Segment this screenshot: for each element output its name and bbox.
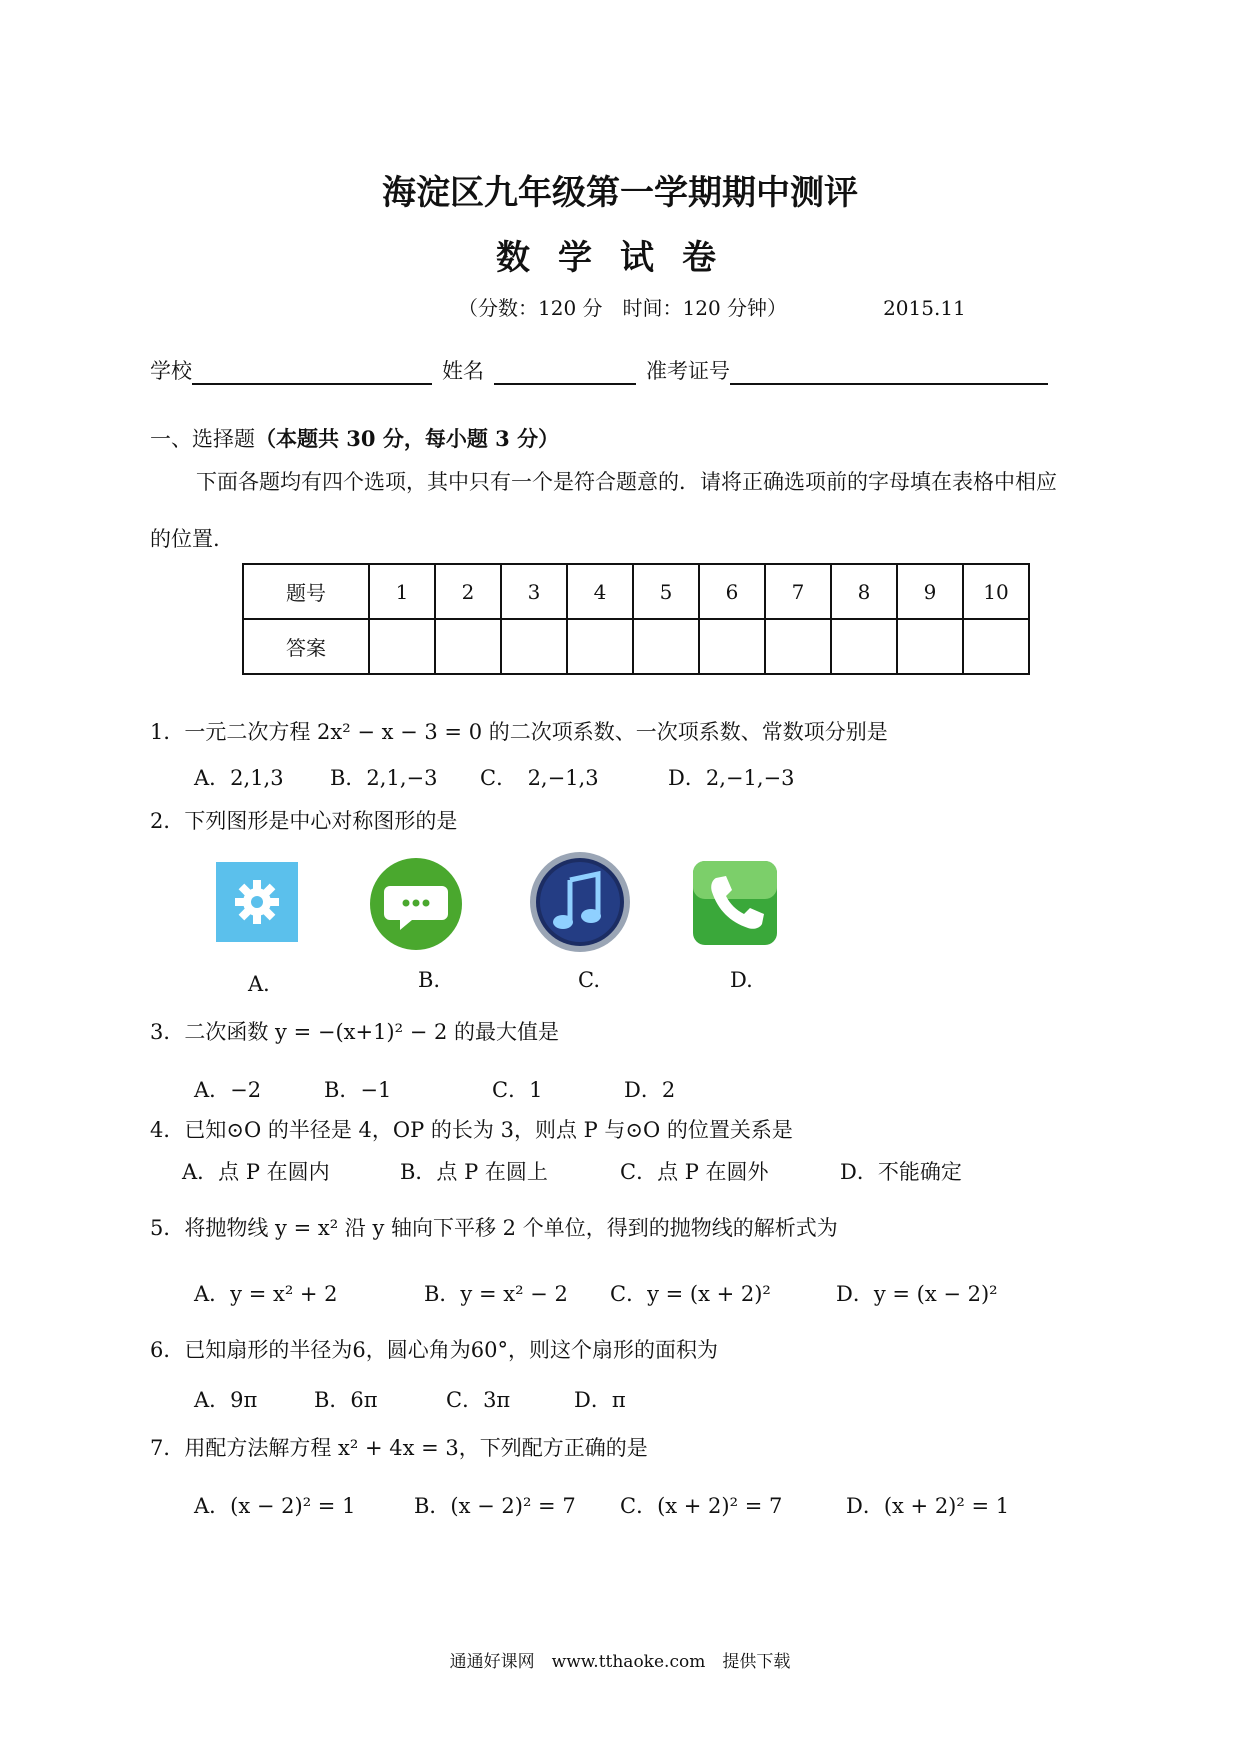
q7-option-a: A．(x − 2)² = 1 — [194, 1494, 356, 1518]
q2-option-d: D. — [730, 968, 753, 992]
student-info-fields — [150, 355, 1058, 385]
phone-icon — [692, 860, 778, 950]
q2-option-b: B. — [418, 968, 441, 992]
q7-option-d: D．(x + 2)² = 1 — [846, 1494, 1010, 1518]
q3-option-d: D．2 — [624, 1078, 676, 1102]
question-2-stem: 2．下列图形是中心对称图形的是 — [150, 809, 458, 833]
q1-option-d: D．2,−1,−3 — [668, 766, 795, 790]
q6-option-c: C．3π — [446, 1388, 511, 1412]
music-note-icon — [528, 850, 632, 958]
answer-cell[interactable] — [699, 619, 765, 674]
q7-option-c: C．(x + 2)² = 7 — [620, 1494, 783, 1518]
answer-cell[interactable] — [765, 619, 831, 674]
question-6-stem: 6．已知扇形的半径为6，圆心角为60°，则这个扇形的面积为 — [150, 1338, 718, 1362]
q5-option-d: D．y = (x − 2)² — [836, 1282, 998, 1306]
name-label: 姓名 — [442, 359, 484, 383]
exam-title: 海淀区九年级第一学期期中测评 — [382, 173, 858, 213]
section1-heading — [150, 423, 559, 453]
question-7-stem: 7．用配方法解方程 x² + 4x = 3，下列配方正确的是 — [150, 1436, 648, 1460]
question-number: 1 — [369, 564, 435, 619]
instruction-line1: 下面各题均有四个选项，其中只有一个是符合题意的．请将正确选项前的字母填在表格中相应 — [196, 470, 1057, 494]
q5-option-a: A．y = x² + 2 — [194, 1282, 338, 1306]
q3-option-b: B．−1 — [324, 1078, 392, 1102]
question-number: 5 — [633, 564, 699, 619]
question-1-stem: 1．一元二次方程 2x² − x − 3 = 0 的二次项系数、一次项系数、常数项分别是 — [150, 720, 888, 744]
q4-option-a: A．点 P 在圆内 — [182, 1160, 330, 1184]
q6-option-a: A．9π — [194, 1388, 258, 1412]
exam-id-field[interactable] — [730, 363, 1048, 385]
q5-option-c: C．y = (x + 2)² — [610, 1282, 771, 1306]
answer-cell[interactable] — [831, 619, 897, 674]
question-5-stem: 5．将抛物线 y = x² 沿 y 轴向下平移 2 个单位，得到的抛物线的解析式为 — [150, 1216, 838, 1240]
question-number: 7 — [765, 564, 831, 619]
question-number: 3 — [501, 564, 567, 619]
number-row-label: 题号 — [243, 564, 369, 619]
exam-meta — [458, 292, 966, 321]
question-number: 4 — [567, 564, 633, 619]
instruction-line2: 的位置. — [150, 527, 220, 551]
score-time-info: （分数：120 分 时间：120 分钟） — [458, 296, 788, 320]
answer-cell[interactable] — [501, 619, 567, 674]
answer-cell[interactable] — [633, 619, 699, 674]
name-field[interactable] — [494, 363, 636, 385]
q2-option-a: A． — [248, 972, 285, 996]
answer-cell[interactable] — [567, 619, 633, 674]
q7-option-b: B．(x − 2)² = 7 — [414, 1494, 576, 1518]
page-footer: 通通好课网 www.tthaoke.com 提供下载 — [449, 1652, 791, 1672]
q5-option-b: B．y = x² − 2 — [424, 1282, 568, 1306]
q6-option-b: B．6π — [314, 1388, 378, 1412]
question-3-stem: 3．二次函数 y = −(x+1)² − 2 的最大值是 — [150, 1020, 560, 1044]
exam-id-label: 准考证号 — [646, 359, 730, 383]
q1-option-c: C． 2,−1,3 — [480, 766, 599, 790]
school-label: 学校 — [150, 359, 192, 383]
q6-option-d: D．π — [574, 1388, 626, 1412]
q4-option-c: C．点 P 在圆外 — [620, 1160, 769, 1184]
answer-table — [242, 563, 1030, 675]
question-number: 8 — [831, 564, 897, 619]
q1-option-a: A．2,1,3 — [194, 766, 284, 790]
question-4-stem: 4．已知⊙O 的半径是 4，OP 的长为 3，则点 P 与⊙O 的位置关系是 — [150, 1118, 793, 1142]
exam-subtitle: 数学试卷 — [496, 238, 744, 278]
answer-table-number-row — [243, 564, 1029, 619]
section1-title: 一、选择题 — [150, 427, 255, 451]
q2-option-c: C. — [578, 968, 600, 992]
answer-cell[interactable] — [963, 619, 1029, 674]
chat-bubble-icon — [368, 856, 464, 956]
question-number: 10 — [963, 564, 1029, 619]
q4-option-d: D．不能确定 — [840, 1160, 962, 1184]
answer-row-label: 答案 — [243, 619, 369, 674]
question-number: 9 — [897, 564, 963, 619]
answer-cell[interactable] — [435, 619, 501, 674]
q3-option-a: A．−2 — [194, 1078, 262, 1102]
q3-option-c: C．1 — [492, 1078, 543, 1102]
q1-option-b: B．2,1,−3 — [330, 766, 438, 790]
section1-note: （本题共 30 分，每小题 3 分） — [255, 426, 560, 451]
school-field[interactable] — [192, 363, 432, 385]
answer-cell[interactable] — [369, 619, 435, 674]
q4-option-b: B．点 P 在圆上 — [400, 1160, 548, 1184]
answer-table-answer-row — [243, 619, 1029, 674]
settings-gear-icon — [216, 862, 298, 946]
exam-date: 2015.11 — [883, 296, 966, 320]
question-number: 2 — [435, 564, 501, 619]
answer-cell[interactable] — [897, 619, 963, 674]
question-number: 6 — [699, 564, 765, 619]
